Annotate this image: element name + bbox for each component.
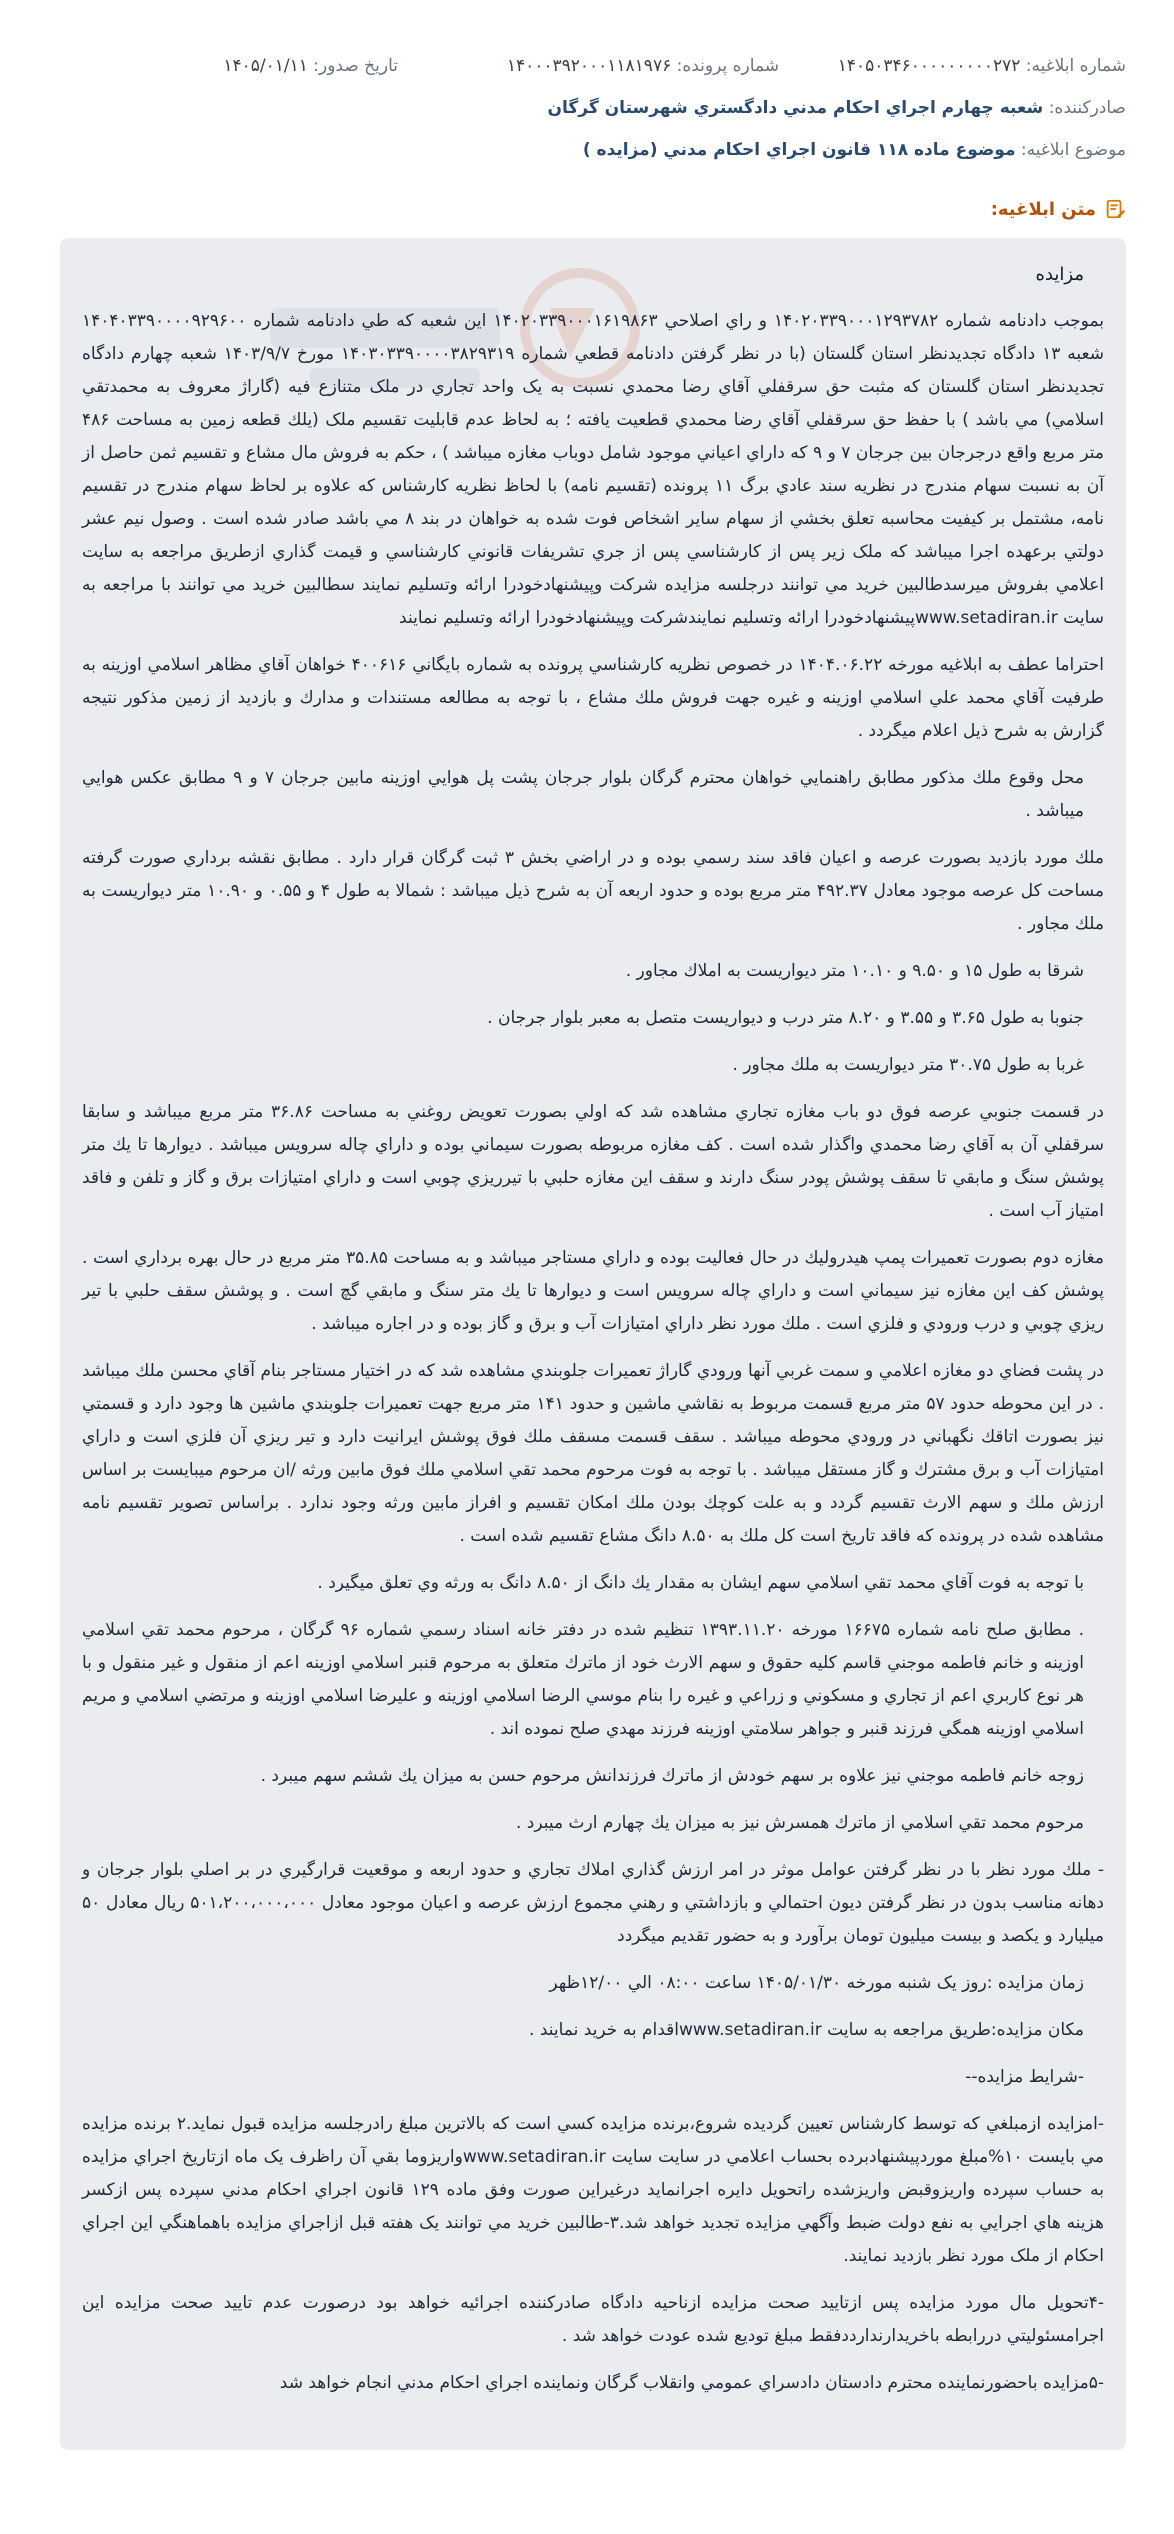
notice-paragraph: زوجه خانم فاطمه موجني نيز علاوه بر سهم خودش از ماترك فرزندانش مرحوم حسن به ميزان يك ششم سهم ميبرد . bbox=[260, 1766, 1084, 1786]
notice-paragraph: جنوبا به طول ۳.۶۵ و ۳.۵۵ و ۸.۲۰ متر درب و ديواريست متصل به معبر بلوار جرجان . bbox=[487, 1008, 1084, 1028]
notice-paragraph: مكان مزايده:طريق مراجعه به سايت www.setadiran.irاقدام به خريد نمايند . bbox=[529, 2020, 1084, 2040]
issue-date bbox=[223, 56, 398, 76]
notice-paragraph: ملك مورد بازديد بصورت عرصه و اعيان فاقد سند رسمي بوده و در اراضي بخش ۳ ثبت گرگان قرار دارد . مطابق نقشه برداري صورت گرفته مساحت كل عرصه موجود معادل ۴۹۲.۳۷ متر مربع بوده و حدود اربعه آن به شرح ذيل ميباشد : شمالا به طول ۴ و ۰.۵۵ و ۱۰.۹۰ متر ديواريست به ملك مجاور . bbox=[82, 848, 1104, 934]
notice-paragraph: مغازه دوم بصورت تعميرات پمپ هيدروليك در حال فعاليت بوده و داراي مستاجر ميباشد و به مساحت ۳۵.۸۵ متر مربع در حال بهره برداري است . پوشش كف اين مغازه نيز سيماني است و داراي چاله سرويس است و ديوارها تا يك متر سنگ و مابقي گچ است . و پوشش سقف حلبي با تير ريزي چوبي و درب ورودي و فلزي است . ملك مورد نظر داراي امتيازات آب و برق و گاز بوده و در اجاره ميباشد . bbox=[82, 1248, 1104, 1334]
notice-paragraphs bbox=[82, 305, 1104, 2400]
notice-paragraph: زمان مزايده :روز يک شنبه مورخه ۱۴۰۵/۰۱/۳۰ ساعت ۰۸:۰۰ الي ۱۲/۰۰ظهر bbox=[549, 1973, 1084, 1993]
notice-title: مزايده bbox=[1035, 264, 1084, 285]
notice-meta-line bbox=[0, 56, 1174, 82]
notice-paragraph: -۴تحويل مال مورد مزايده پس ازتاييد صحت مزايده ازناحيه دادگاه صادركننده اجرائيه خواهد بود درصورت عدم تاييد صحت مزايده اين اجرامسئوليتي دررابطه باخريدارندارددفقط مبلغ توديع شده عودت خواهد شد . bbox=[82, 2293, 1104, 2346]
issuer-line bbox=[0, 98, 1126, 118]
notice-number-label: شماره ابلاغيه: bbox=[1025, 56, 1126, 76]
notice-paragraph: محل وقوع ملك مذكور مطابق راهنمايي خواهان محترم گرگان بلوار جرجان پشت پل هوايي اوزينه مابين جرجان ۷ و ۹ مطابق عكس هوايي ميباشد . bbox=[82, 768, 1084, 821]
notice-paragraph: احتراما عطف به ابلاغيه مورخه ۱۴۰۴.۰۶.۲۲ در خصوص نظريه كارشناسي پرونده به شماره بايگاني ۴۰۰۶۱۶ خواهان آقاي مظاهر اسلامي اوزينه به طرفيت آقاي محمد علي اسلامي اوزينه و غيره جهت فروش ملك مشاع ، با توجه به مطالعه مستندات و مدارك و بازديد از زمين مذكور نتيجه گزارش به شرح ذيل اعلام ميگردد . bbox=[82, 655, 1105, 741]
subject-line bbox=[0, 140, 1126, 160]
notice-paragraph: در قسمت جنوبي عرصه فوق دو باب مغازه تجاري مشاهده شد كه اولي بصورت تعويض روغني به مساحت ۳۶.۸۶ متر مربع ميباشد و سابقا سرقفلي آن به آقاي رضا محمدي واگذار شده است . كف مغازه مربوطه بصورت سيماني بوده و داراي چاله سرويس ميباشد . ديوارها تا يك متر پوشش سنگ و مابقي تا سقف پوشش پودر سنگ دارند و سقف اين مغازه حلبي با تيرريزي چوبي است و داراي امتيازات برق و گاز و تلفن و فاقد امتياز آب است . bbox=[82, 1102, 1104, 1221]
notice-paragraph: -۵مزايده باحضورنماينده محترم دادستان دادسراي عمومي وانقلاب گرگان ونماينده اجراي احكام مدني انجام خواهد شد bbox=[279, 2373, 1104, 2393]
notice-paragraph: مرحوم محمد تقي اسلامي از ماترك همسرش نيز به ميزان يك چهارم ارث ميبرد . bbox=[516, 1813, 1084, 1833]
subject-label: موضوع ابلاغيه: bbox=[1020, 140, 1126, 160]
issue-date-value: ۱۴۰۵/۰۱/۱۱ bbox=[223, 56, 308, 76]
case-number-value: ۱۴۰۰۰۳۹۲۰۰۰۱۱۸۱۹۷۶ bbox=[506, 56, 672, 76]
issuer-label: صادرکننده: bbox=[1048, 98, 1126, 118]
notice-text-header bbox=[991, 198, 1126, 220]
issue-date-label: تاريخ صدور: bbox=[313, 56, 398, 76]
subject-value: موضوع ماده ۱۱۸ قانون اجراي احكام مدني (مزايده ) bbox=[582, 140, 1016, 160]
notice-paragraph: با توجه به فوت آقاي محمد تقي اسلامي سهم ايشان به مقدار يك دانگ از ۸.۵۰ دانگ به ورثه وي تعلق ميگيرد . bbox=[317, 1573, 1084, 1593]
document-edit-icon bbox=[1104, 198, 1126, 220]
notice-number bbox=[838, 56, 1126, 76]
notice-paragraph: بموجب دادنامه شماره ۱۴۰۲۰۳۳۹۰۰۰۱۲۹۳۷۸۲ و راي اصلاحي ۱۴۰۲۰۳۳۹۰۰۰۱۶۱۹۸۶۳ اين شعبه كه طي دادنامه شماره ۱۴۰۴۰۳۳۹۰۰۰۰۹۲۹۶۰۰ شعبه ۱۳ دادگاه تجديدنظر استان گلستان (با در نظر گرفتن دادنامه قطعي شماره ۱۴۰۳۰۳۳۹۰۰۰۰۳۸۲۹۳۱۹ مورخ ۱۴۰۳/۹/۷ شعبه چهارم دادگاه تجديدنظر استان گلستان كه مثبت حق سرقفلي آقاي رضا محمدي نسبت به يک واحد تجاري در ملک متنازع فيه (گاراژ معروف به محمدتقي اسلامي) مي باشد ) با حفظ حق سرقفلي آقاي رضا محمدي قطعيت يافته ؛ به لحاظ عدم قابليت تقسيم ملک (يلك قطعه زمين به مساحت ۴۸۶ متر مربع واقع درجرجان بين جرجان ۷ و ۹ كه داراي اعياني موجود شامل دوباب مغازه ميباشد ) ، حكم به فروش مال مشاع و تقسيم ثمن حاصل از آن به نسبت سهام مندرج در نظريه سند عادي برگ ۱۱ پرونده (تقسيم نامه) با لحاظ نظريه كارشناس كه علاوه بر لحاظ سهام مندرج در تقسيم نامه، مشتمل بر كيفيت محاسبه تعلق بخشي از سهام ساير اشخاص فوت شده به خواهان در بند ۸ مي باشد صادر شده است . وصول نيم عشر دولتي برعهده اجرا ميباشد كه ملک زير پس از كارشناسي پس از جري تشريفات قانوني كارشناسي و قيمت گذاري ازطريق مراجعه به سايت اعلامي بفروش ميرسدطالبين خريد مي توانند درجلسه مزايده شركت وپيشنهادخودرا ارائه وتسليم نمايند سطالبين خريد مي توانند با مراجعه به سايت www.setadiran.irپيشنهادخودرا ارائه وتسليم نمايندشركت وپيشنهادخودرا ارائه وتسليم نمايند bbox=[82, 311, 1105, 628]
notice-paragraph: . مطابق صلح نامه شماره ۱۶۶۷۵ مورخه ۱۳۹۳.۱۱.۲۰ تنظيم شده در دفتر خانه اسناد رسمي شماره ۹۶ گرگان ، مرحوم محمد تقي اسلامي اوزينه و خانم فاطمه موجني قاسم كليه حقوق و سهم الارث خود از ماترك متعلق به مرحوم قنبر اسلامي اوزينه اعم از منقول و غير منقول و با هر نوع كاربري اعم از تجاري و مسكوني و زراعي و غيره را بنام موسي الرضا اسلامي اوزينه و عليرضا اسلامي اوزينه و مرتضي اسلامي و مريم اسلامي اوزينه همگي فرزند قنبر و جواهر سلامتي اوزينه فرزند مهدي صلح نموده اند . bbox=[82, 1620, 1084, 1739]
notice-body-card bbox=[60, 238, 1126, 2450]
notice-paragraph: - ملك مورد نظر با در نظر گرفتن عوامل موثر در امر ارزش گذاري املاك تجاري و حدود اربعه و موقعيت قرارگيري در بر اصلي بلوار جرجان و دهانه مناسب بدون در نظر گرفتن ديون احتمالي و بازداشتي و رهني مجموع ارزش عرصه و اعيان موجود معادل ۵۰۱،۲۰۰،۰۰۰،۰۰۰ ريال معادل ۵۰ ميليارد و يكصد و بيست ميليون تومان برآورد و به حضور تقديم ميگردد bbox=[82, 1860, 1104, 1946]
issuer-value: شعبه چهارم اجراي احكام مدني دادگستري شهرستان گرگان bbox=[547, 98, 1044, 118]
case-number bbox=[507, 56, 779, 76]
notice-text-header-label: متن ابلاغيه: bbox=[990, 198, 1096, 220]
notice-paragraph: غربا به طول ۳۰.۷۵ متر ديواريست به ملك مجاور . bbox=[732, 1055, 1084, 1075]
notice-paragraph: -امزايده ازمبلغي كه توسط كارشناس تعيين گرديده شروع،برنده مزايده كسي است كه بالاترين مبلغ رادرجلسه مزايده قبول نمايد.۲ برنده مزايده مي بايست ۱۰%مبلغ موردپيشنهادبرده بحساب اعلامي در سايت سايت www.setadiran.irواريزوما بقي آن راظرف يک ماه ازتاريخ اجراي مزايده به حساب سپرده واريزوقبض واريزشده راتحويل دايره اجرانمايد درغيراين صورت وفق ماده ۱۲۹ قانون اجراي احكام مدني سپرده پس ازكسر هزينه هاي اجرايي به نفع دولت ضبط وآگهي مزايده تجديد خواهد شد.۳-طالبين خريد مي توانند يک هفته قبل ازاجراي مزايده باهماهنگي اين اجراي احكام از ملک مورد نظر بازديد نمايند. bbox=[82, 2114, 1104, 2266]
notice-paragraph: -شرايط مزايده-- bbox=[965, 2067, 1084, 2087]
notice-paragraph: شرقا به طول ۱۵ و ۹.۵۰ و ۱۰.۱۰ متر ديواريست به املاك مجاور . bbox=[625, 961, 1084, 981]
notice-number-value: ۱۴۰۵۰۳۴۶۰۰۰۰۰۰۰۰۰۲۷۲ bbox=[837, 56, 1021, 76]
case-number-label: شماره پرونده: bbox=[676, 56, 779, 76]
notice-paragraph: در پشت فضاي دو مغازه اعلامي و سمت غربي آنها ورودي گاراژ تعميرات جلوبندي مشاهده شد كه در اختيار مستاجر بنام آقاي محسن ملك ميباشد . در اين محوطه حدود ۵۷ متر مربع قسمت مربوط به نقاشي ماشين و حدود ۱۴۱ متر مربع جهت تعميرات جلوبندي ماشين ها وجود دارد و قسمتي نيز بصورت اتاقك نگهباني در ورودي محوطه ميباشد . سقف قسمت مسقف ملك فوق پوشش ايرانيت دارد و تير ريزي آن فلزي است و داراي امتيازات آب و برق مشترك و گاز مستقل ميباشد . با توجه به فوت مرحوم محمد تقي اسلامي ملك فوق مابين ورثه /ان مرحوم ميبايست بر اساس ارزش ملك و سهم الارث تقسيم گردد و به علت كوچك بودن ملك امكان تقسيم و افراز مابين ورثه وجود ندارد . براساس تصوير تقسيم نامه مشاهده شده در پرونده كه فاقد تاريخ است كل ملك به ۸.۵۰ دانگ مشاع تقسيم شده است . bbox=[82, 1361, 1104, 1546]
